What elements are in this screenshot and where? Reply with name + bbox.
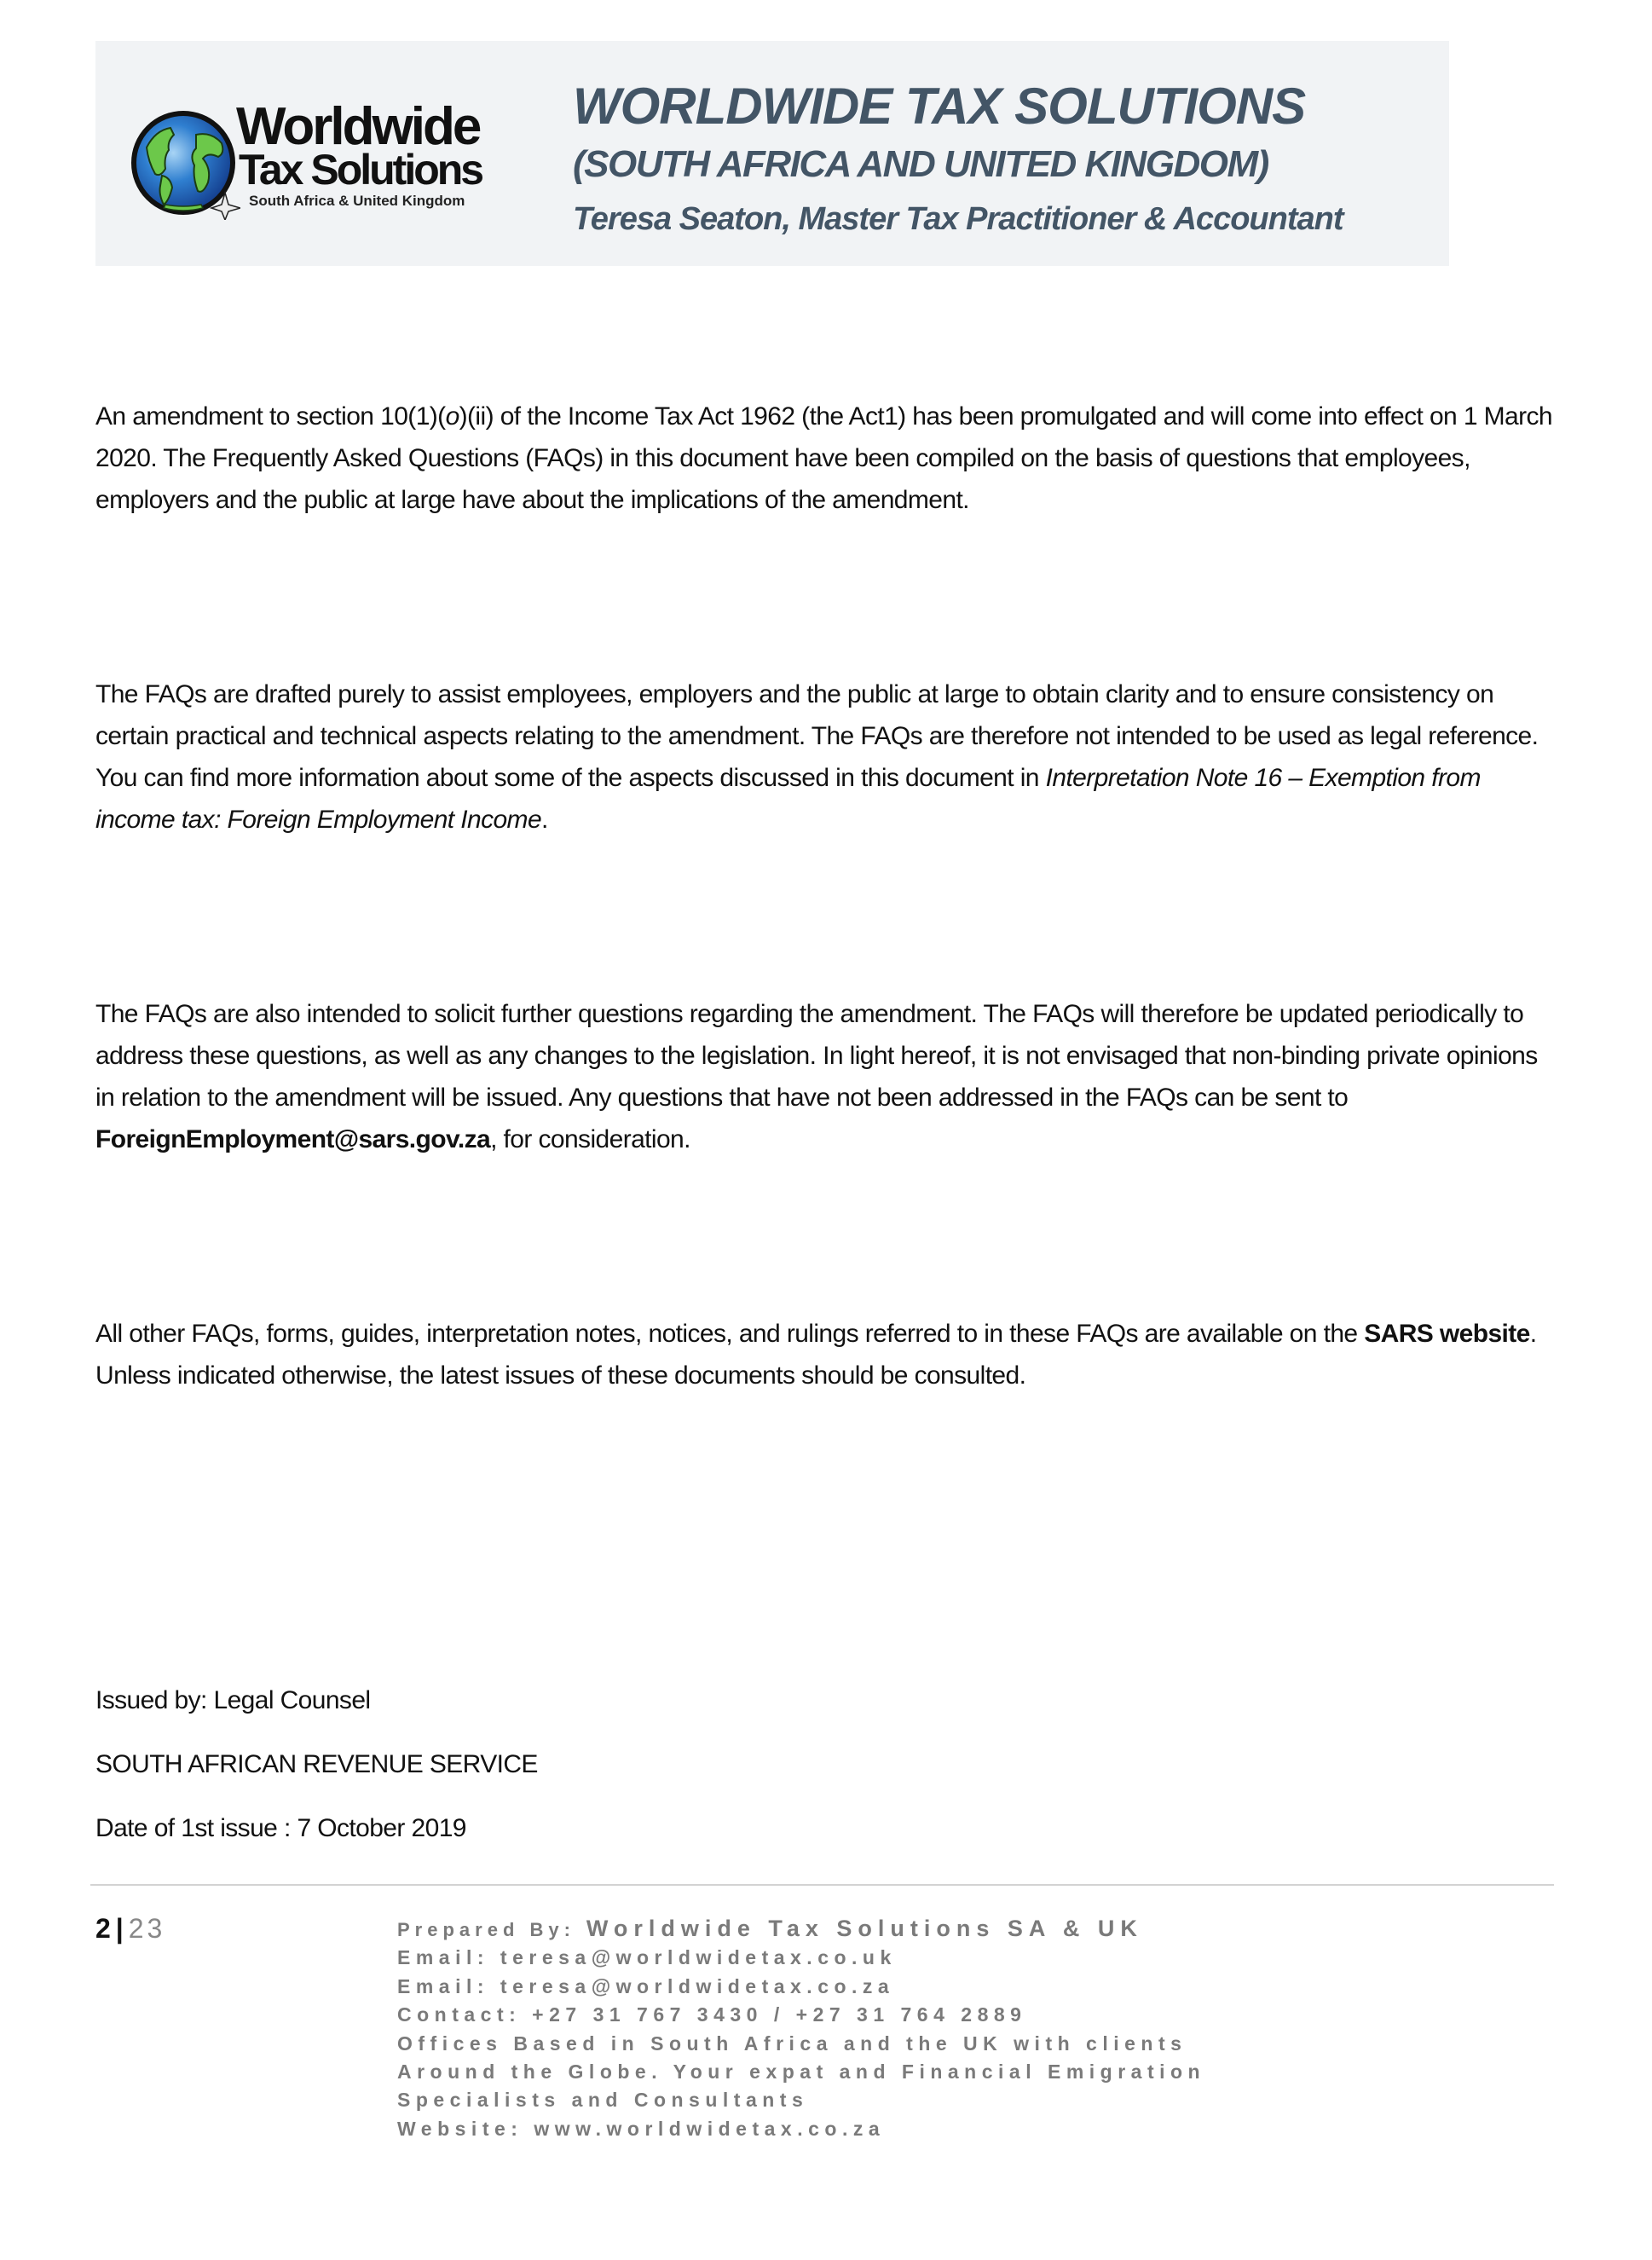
page-separator: | [115, 1913, 124, 1944]
paragraph-text: , for consideration. [490, 1125, 690, 1153]
paragraph-text: . Unless indicated otherwise, the latest issues of these documents should be consulted. [95, 1320, 1537, 1390]
paragraph-text: . [541, 806, 548, 834]
paragraph-text: The FAQs are also intended to solicit further questions regarding the amendment. The FAQs will therefore be updated periodically to address these questions, as well as any changes to the legislation. In light hereof, it is not envisaged that non-binding private opinions in relation to the amendment will be issued. Any questions that have not been addressed in the FAQs can be sent to [95, 1000, 1538, 1112]
footer-offices-line: Offices Based in South Africa and the UK with clients [397, 2032, 1187, 2055]
footer-prepared-by [397, 1915, 1205, 1944]
header-subtitle: (SOUTH AFRICA AND UNITED KINGDOM) [573, 143, 1268, 185]
interpretation-note-reference: Interpretation Note 16 – Exemption from income tax: Foreign Employment Income [95, 764, 1481, 834]
sars-website-link[interactable]: SARS website [1364, 1320, 1530, 1348]
paragraph-amendment-intro [95, 396, 1562, 521]
paragraph-faq-purpose [95, 673, 1562, 841]
prepared-by-name: Worldwide Tax Solutions SA & UK [586, 1916, 1143, 1941]
issuing-organisation: SOUTH AFRICAN REVENUE SERVICE [95, 1750, 538, 1778]
footer-contact-phone: Contact: +27 31 767 3430 / +27 31 764 2889 [397, 2003, 1027, 2026]
page-number [95, 1913, 165, 1944]
globe-icon [130, 109, 240, 224]
paragraph-other-documents [95, 1313, 1562, 1396]
paragraph-text: The FAQs are drafted purely to assist employees, employers and the public at large to obtain clarity and to ensure consistency on certain practical and technical aspects relating to the amendment. The FAQs are therefore not intended to be used as legal reference. You can find more information about some of the aspects discussed in this document in [95, 680, 1539, 792]
document-header [95, 41, 1449, 266]
paragraph-further-questions [95, 993, 1562, 1160]
paragraph-text: All other FAQs, forms, guides, interpretation notes, notices, and rulings referred to in these FAQs are available on the [95, 1320, 1365, 1348]
footer-website: Website: www.worldwidetax.co.za [397, 2117, 886, 2140]
logo-wordmark-tax-solutions: Tax Solutions [239, 146, 482, 194]
paragraph-italic-text: o [445, 402, 459, 431]
paragraph-text: An amendment to section 10(1)( [95, 402, 446, 431]
page-total: 23 [128, 1913, 166, 1944]
issue-date: Date of 1st issue : 7 October 2019 [95, 1814, 466, 1842]
prepared-by-label: Prepared By: [397, 1919, 575, 1940]
logo-tagline: South Africa & United Kingdom [249, 193, 465, 209]
contact-email-link[interactable]: ForeignEmployment@sars.gov.za [95, 1125, 491, 1153]
footer-divider [90, 1884, 1554, 1886]
logo-wordmark-worldwide: Worldwide [236, 97, 480, 156]
footer-specialists-line: Specialists and Consultants [397, 2089, 809, 2112]
header-title: WORLDWIDE TAX SOLUTIONS [573, 78, 1306, 135]
paragraph-text: )(ii) of the Income Tax Act 1962 (the Act1) has been promulgated and will come into effect on 1 March 2020. The Frequently Asked Questions (FAQs) in this document have been compiled on the basis of questions that employees, employers and the public at large have about the implications of the amendment. [95, 402, 1553, 514]
footer-email-uk: Email: teresa@worldwidetax.co.uk [397, 1946, 897, 1969]
footer-email-za: Email: teresa@worldwidetax.co.za [397, 1974, 895, 1997]
issued-by: Issued by: Legal Counsel [95, 1686, 371, 1714]
header-practitioner: Teresa Seaton, Master Tax Practitioner & Accountant [573, 201, 1343, 237]
footer-tagline-line: Around the Globe. Your expat and Financial Emigration [397, 2061, 1206, 2084]
page-current: 2 [95, 1913, 111, 1944]
footer-contact-block [397, 1915, 1205, 2143]
